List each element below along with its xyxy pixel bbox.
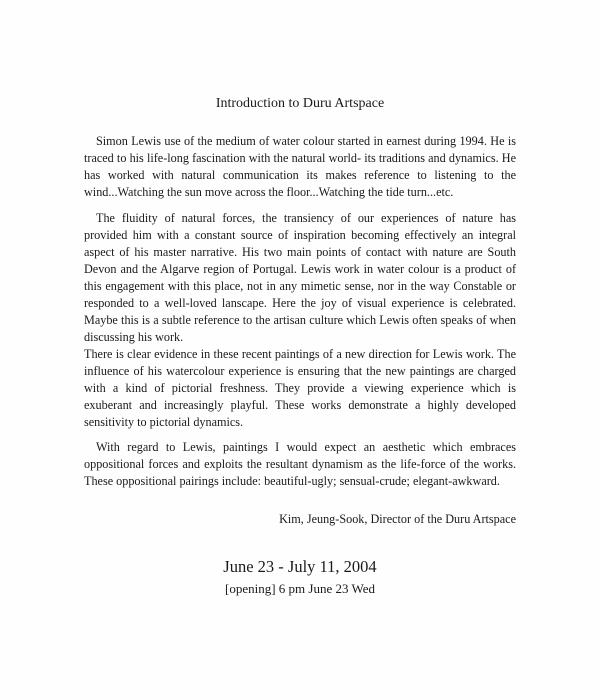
paragraph-1-text: Simon Lewis use of the medium of water colour started in earnest during 1994. He is traced to his life-long fascination with the natural world- its traditions and dynamics. He has worked with natural communication its makes reference to listening to the wind...Watching the sun move across the floor...Watching the tide turn...etc. [84, 134, 516, 199]
paragraph-aesthetic [84, 439, 516, 490]
exhibition-dates: June 23 - July 11, 2004 [223, 557, 377, 576]
paragraph-fluidity [84, 210, 516, 431]
paragraph-intro [84, 133, 516, 201]
document-title: Introduction to Duru Artspace [215, 96, 385, 111]
paragraph-2b-text: There is clear evidence in these recent paintings of a new direction for Lewis work. The influence of his watercolour experience is ensuring that the new paintings are charged with a kind of pictorial freshness. They provide a viewing experience which is exuberant and increasingly playful. These works demonstrate a highly developed sensitivity to pictorial dynamics. [84, 347, 516, 429]
signature-line: Kim, Jeung-Sook, Director of the Duru Artspace [279, 512, 516, 526]
paragraph-2a-text: The fluidity of natural forces, the transiency of our experiences of nature has provided him with a constant source of inspiration becoming effectively an integral aspect of his master narrative. His two main points of contact with nature are South Devon and the Algarve region of Portugal. Lewis work in water colour is a product of this engagement with this place, not in any mimetic sense, nor in the way Constable or responded to a well-loved lanscape. Here the joy of visual experience is celebrated. Maybe this is a subtle reference to the artisan culture which Lewis often speaks of when discussing his work. [84, 211, 516, 344]
paragraph-3-text: With regard to Lewis, paintings I would expect an aesthetic which embraces oppositional forces and exploits the resultant dynamism as the life-force of the works. These oppositional pairings include: beautiful-ugly; sensual-crude; elegant-awkward. [84, 440, 516, 488]
opening-info: [opening] 6 pm June 23 Wed [225, 581, 375, 596]
